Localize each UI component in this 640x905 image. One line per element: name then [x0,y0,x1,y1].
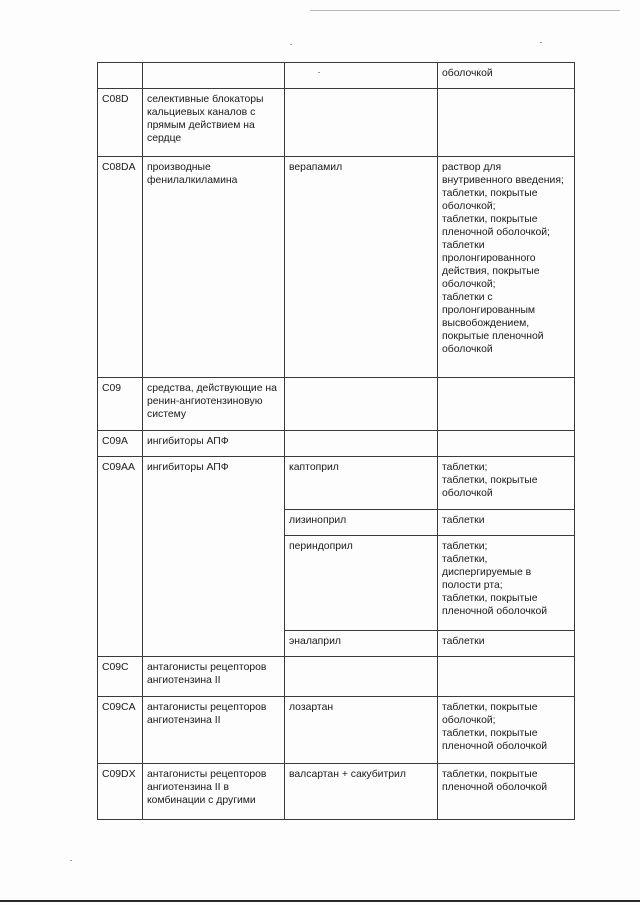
drug-name-cell [285,63,438,89]
drug-name: лозартан [289,702,334,713]
atc-code: C09CA [102,702,136,713]
atc-code: C08D [102,94,129,105]
dosage-form-cell [438,510,575,536]
drug-name: каптоприл [289,462,339,473]
atc-group-name: средства, действующие на ренин-ангиотензиновую систему [147,383,277,420]
dosage-form: таблетки, покрытые пленочной оболочкой [442,769,548,793]
atc-group-cell [143,697,285,764]
table-row [98,657,575,697]
atc-group-name: селективные блокаторы кальциевых каналов с прямым действием на сердце [147,94,264,144]
table-row [98,764,575,820]
table-row [98,457,575,510]
dosage-form-cell [438,431,575,457]
drug-name-cell [285,536,438,631]
atc-code-cell [98,457,143,657]
drug-name-cell [285,764,438,820]
atc-code-cell [98,89,143,157]
atc-code: C09DX [102,769,136,780]
drug-name-cell [285,657,438,697]
atc-group-cell [143,457,285,657]
table-row [98,157,575,378]
scan-edge-bottom [0,900,640,902]
atc-code: C09A [102,436,128,447]
table-row [98,378,575,431]
drug-name: лизиноприл [289,515,347,526]
dosage-form-cell [438,657,575,697]
atc-group-cell [143,431,285,457]
atc-code: C09AA [102,462,135,473]
atc-group-name: антагонисты рецепторов ангиотензина II в комбинации с другими [147,769,267,806]
atc-code: C09C [102,662,129,673]
dosage-form-cell [438,697,575,764]
atc-group-name: производные фенилалкиламина [147,162,238,186]
atc-group-name: антагонисты рецепторов ангиотензина II [147,662,267,686]
table-body [98,63,575,820]
atc-group-cell [143,63,285,89]
dosage-form: таблетки [442,636,485,647]
dosage-form: таблетки, покрытые оболочкой; таблетки, покрытые пленочной оболочкой [442,702,548,752]
atc-code-cell [98,63,143,89]
dosage-form-cell [438,89,575,157]
dosage-form: таблетки; таблетки, покрытые оболочкой [442,462,538,499]
atc-code-cell [98,157,143,378]
drug-list-table [97,62,575,820]
table-row [98,63,575,89]
atc-group-cell [143,657,285,697]
atc-group-cell [143,764,285,820]
atc-group-cell [143,89,285,157]
atc-code: C09 [102,383,122,394]
drug-name-cell [285,631,438,657]
table-row [98,89,575,157]
drug-name-cell [285,378,438,431]
drug-name: валсартан + сакубитрил [289,769,406,780]
dosage-form-cell [438,764,575,820]
drug-name: эналаприл [289,636,341,647]
atc-group-cell [143,378,285,431]
drug-name-cell [285,157,438,378]
table-row [98,431,575,457]
atc-code-cell [98,764,143,820]
scan-speck [290,44,292,45]
drug-name: верапамил [289,162,343,173]
atc-group-name: ингибиторы АПФ [147,462,229,473]
atc-group-name: антагонисты рецепторов ангиотензина II [147,702,267,726]
dosage-form-cell [438,63,575,89]
atc-group-name: ингибиторы АПФ [147,436,229,447]
dosage-form-cell [438,536,575,631]
drug-name: периндоприл [289,541,353,552]
drug-name-cell [285,697,438,764]
dosage-form: таблетки; таблетки, диспергируемые в полости рта; таблетки, покрытые пленочной оболочкой [442,541,548,617]
atc-group-cell [143,157,285,378]
dosage-form-cell [438,378,575,431]
table-row [98,697,575,764]
atc-code-cell [98,697,143,764]
scan-edge-top [310,10,620,11]
atc-code-cell [98,657,143,697]
dosage-form-cell [438,457,575,510]
atc-code-cell [98,431,143,457]
dosage-form-cell [438,631,575,657]
drug-name-cell [285,510,438,536]
dosage-form: таблетки [442,515,485,526]
dosage-form: оболочкой [442,68,493,79]
scan-speck [70,860,72,861]
dosage-form: раствор для внутривенного введения; таблетки, покрытые оболочкой; таблетки, покрытые пленочной оболочкой; таблетки пролонгированного действия, покрытые оболочкой; таблетки с пролонгированным высвобождением, покрытые пленочной оболочкой [442,162,564,355]
dosage-form-cell [438,157,575,378]
atc-code: C08DA [102,162,136,173]
atc-code-cell [98,378,143,431]
drug-name-cell [285,89,438,157]
drug-name-cell [285,431,438,457]
drug-name-cell [285,457,438,510]
scan-speck [540,42,542,43]
